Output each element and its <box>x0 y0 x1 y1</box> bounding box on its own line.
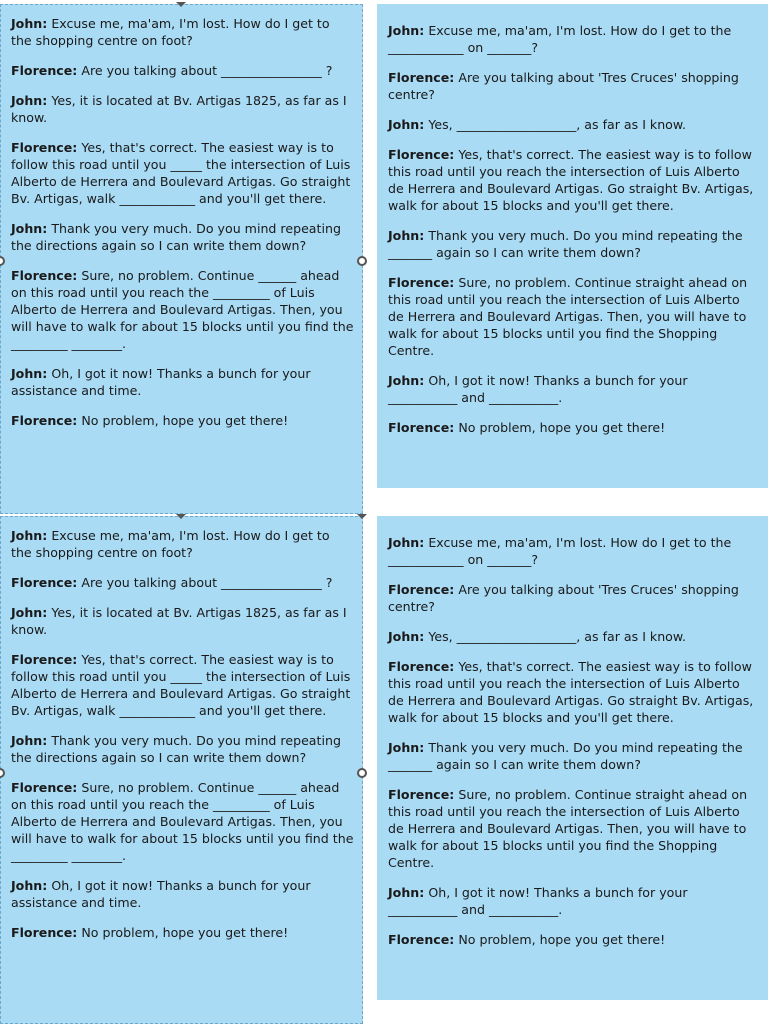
speaker-name: Florence: <box>388 70 455 85</box>
speaker-name: Florence: <box>388 659 455 674</box>
dialogue-line <box>388 227 758 261</box>
dialogue-line <box>388 116 758 133</box>
dialogue-card-bottom-right <box>377 516 768 1000</box>
dialogue-line <box>388 884 758 918</box>
speaker-name: John: <box>388 740 425 755</box>
line-text: Yes, that's correct. The easiest way is to follow this road until you reach the intersection of Luis Alberto de Herrera and Boulevard Artigas. Go straight Bv. Artigas, walk for about 15 blocks and you'll get there. <box>388 659 754 725</box>
line-text: No problem, hope you get there! <box>77 413 289 428</box>
dialogue-line <box>388 628 758 645</box>
resize-notch-top[interactable] <box>357 514 367 519</box>
line-text: Sure, no problem. Continue straight ahead on this road until you reach the intersection of Luis Alberto de Herrera and Boulevard Artigas. Then, you will have to walk for about 15 blocks until you find the Shopping Centre. <box>388 787 748 870</box>
speaker-name: John: <box>388 117 425 132</box>
dialogue-line <box>11 412 354 429</box>
line-text: Thank you very much. Do you mind repeating the _______ again so I can write them down? <box>388 740 743 772</box>
dialogue-line <box>11 604 354 638</box>
line-text: Sure, no problem. Continue straight ahead on this road until you reach the intersection of Luis Alberto de Herrera and Boulevard Artigas. Then, you will have to walk for about 15 blocks until you find the Shopping Centre. <box>388 275 748 358</box>
speaker-name: John: <box>388 228 425 243</box>
dialogue-card-top-right <box>377 4 768 488</box>
dialogue-line <box>388 146 758 214</box>
line-text: Yes, it is located at Bv. Artigas 1825, as far as I know. <box>11 605 347 637</box>
speaker-name: John: <box>11 733 48 748</box>
speaker-name: Florence: <box>11 575 78 590</box>
resize-handle-right[interactable] <box>357 768 367 778</box>
line-text: Are you talking about ________________ ? <box>77 575 333 590</box>
resize-handle-right[interactable] <box>357 256 367 266</box>
line-text: Yes, ___________________, as far as I know. <box>424 629 687 644</box>
dialogue-card-top-left[interactable] <box>0 4 363 514</box>
line-text: Yes, it is located at Bv. Artigas 1825, as far as I know. <box>11 93 347 125</box>
line-text: Yes, that's correct. The easiest way is to follow this road until you reach the intersection of Luis Alberto de Herrera and Boulevard Artigas. Go straight Bv. Artigas, walk for about 15 blocks and you'll get there. <box>388 147 754 213</box>
speaker-name: John: <box>388 885 425 900</box>
line-text: Are you talking about 'Tres Cruces' shopping centre? <box>388 582 739 614</box>
dialogue-line <box>11 651 354 719</box>
line-text: Yes, ___________________, as far as I know. <box>424 117 687 132</box>
dialogue-line <box>11 139 354 207</box>
dialogue-line <box>11 92 354 126</box>
dialogue-line <box>388 658 758 726</box>
resize-notch-top[interactable] <box>176 514 186 519</box>
dialogue-card-bottom-left[interactable] <box>0 516 363 1024</box>
dialogue-line <box>388 739 758 773</box>
dialogue-line <box>11 574 354 591</box>
speaker-name: Florence: <box>11 780 78 795</box>
resize-notch-top[interactable] <box>176 2 186 7</box>
speaker-name: Florence: <box>11 268 78 283</box>
speaker-name: Florence: <box>11 63 78 78</box>
speaker-name: Florence: <box>388 147 455 162</box>
speaker-name: John: <box>388 535 425 550</box>
line-text: Oh, I got it now! Thanks a bunch for your assistance and time. <box>11 878 311 910</box>
speaker-name: John: <box>388 373 425 388</box>
speaker-name: Florence: <box>388 275 455 290</box>
dialogue-line <box>388 534 758 568</box>
speaker-name: Florence: <box>388 787 455 802</box>
dialogue-line <box>11 527 354 561</box>
dialogue-line <box>388 22 758 56</box>
dialogue-line <box>388 786 758 871</box>
line-text: Are you talking about 'Tres Cruces' shopping centre? <box>388 70 739 102</box>
speaker-name: Florence: <box>388 420 455 435</box>
line-text: Thank you very much. Do you mind repeating the directions again so I can write them down? <box>11 733 341 765</box>
dialogue-line <box>11 732 354 766</box>
speaker-name: Florence: <box>11 652 78 667</box>
line-text: No problem, hope you get there! <box>77 925 289 940</box>
speaker-name: John: <box>11 93 48 108</box>
speaker-name: John: <box>388 629 425 644</box>
speaker-name: John: <box>11 221 48 236</box>
dialogue-line <box>388 69 758 103</box>
dialogue-line <box>11 267 354 352</box>
dialogue-line <box>11 877 354 911</box>
speaker-name: John: <box>11 16 48 31</box>
line-text: Excuse me, ma'am, I'm lost. How do I get to the ____________ on _______? <box>388 535 732 567</box>
line-text: Excuse me, ma'am, I'm lost. How do I get to the ____________ on _______? <box>388 23 732 55</box>
speaker-name: John: <box>11 605 48 620</box>
speaker-name: John: <box>11 366 48 381</box>
line-text: Oh, I got it now! Thanks a bunch for your ___________ and ___________. <box>388 373 688 405</box>
speaker-name: Florence: <box>388 582 455 597</box>
line-text: Excuse me, ma'am, I'm lost. How do I get to the shopping centre on foot? <box>11 16 330 48</box>
line-text: Oh, I got it now! Thanks a bunch for your ___________ and ___________. <box>388 885 688 917</box>
dialogue-line <box>388 419 758 436</box>
dialogue-line <box>388 274 758 359</box>
speaker-name: Florence: <box>11 413 78 428</box>
line-text: Thank you very much. Do you mind repeating the directions again so I can write them down? <box>11 221 341 253</box>
dialogue-line <box>11 924 354 941</box>
line-text: Yes, that's correct. The easiest way is to follow this road until you _____ the intersection of Luis Alberto de Herrera and Boulevard Artigas. Go straight Bv. Artigas, walk ____________ and you'll get there. <box>11 140 351 206</box>
dialogue-line <box>11 15 354 49</box>
dialogue-line <box>11 365 354 399</box>
line-text: Sure, no problem. Continue ______ ahead on this road until you reach the _________ of Luis Alberto de Herrera and Boulevard Artigas. Then, you will have to walk for about 15 blocks until you find the _________ ________. <box>11 780 354 863</box>
speaker-name: John: <box>11 878 48 893</box>
dialogue-line <box>11 62 354 79</box>
line-text: No problem, hope you get there! <box>454 420 666 435</box>
line-text: Sure, no problem. Continue ______ ahead on this road until you reach the _________ of Luis Alberto de Herrera and Boulevard Artigas. Then, you will have to walk for about 15 blocks until you find the _________ ________. <box>11 268 354 351</box>
dialogue-line <box>388 581 758 615</box>
dialogue-line <box>11 220 354 254</box>
line-text: Oh, I got it now! Thanks a bunch for your assistance and time. <box>11 366 311 398</box>
speaker-name: Florence: <box>11 140 78 155</box>
dialogue-line <box>388 931 758 948</box>
line-text: Thank you very much. Do you mind repeating the _______ again so I can write them down? <box>388 228 743 260</box>
speaker-name: John: <box>388 23 425 38</box>
speaker-name: Florence: <box>388 932 455 947</box>
line-text: No problem, hope you get there! <box>454 932 666 947</box>
speaker-name: John: <box>11 528 48 543</box>
dialogue-line <box>388 372 758 406</box>
line-text: Yes, that's correct. The easiest way is to follow this road until you _____ the intersection of Luis Alberto de Herrera and Boulevard Artigas. Go straight Bv. Artigas, walk ____________ and you'll get there. <box>11 652 351 718</box>
dialogue-line <box>11 779 354 864</box>
line-text: Excuse me, ma'am, I'm lost. How do I get to the shopping centre on foot? <box>11 528 330 560</box>
speaker-name: Florence: <box>11 925 78 940</box>
line-text: Are you talking about ________________ ? <box>77 63 333 78</box>
